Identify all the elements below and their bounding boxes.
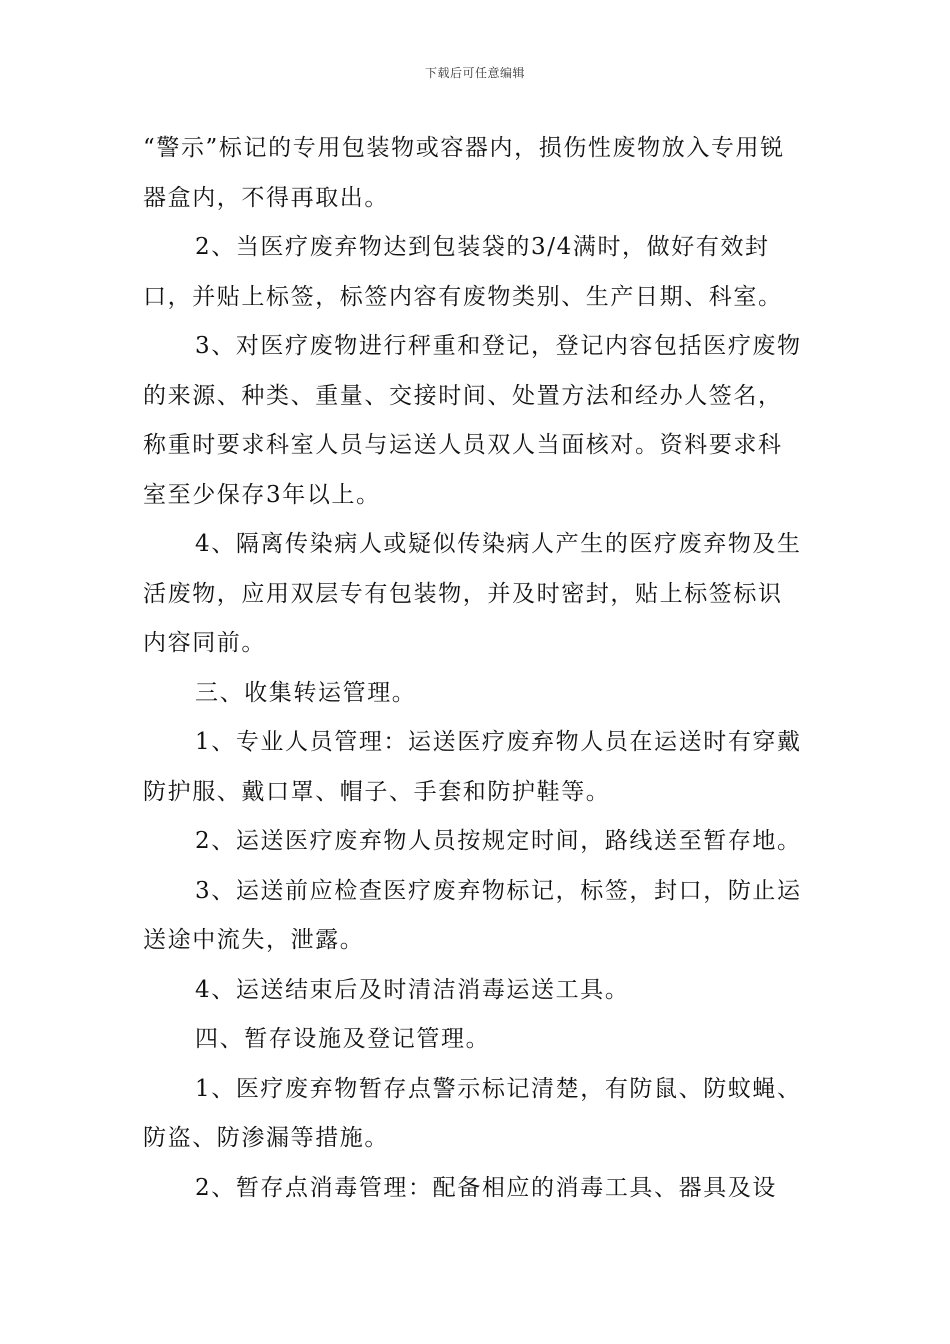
paragraph: 4、运送结束后及时清洁消毒运送工具。: [195, 976, 630, 1003]
section-heading: 三、收集转运管理。: [195, 679, 417, 706]
paragraph: “警示”标记的专用包装物或容器内，损伤性废物放入专用锐器盒内，不得再取出。: [143, 135, 785, 211]
paragraph: 4、隔离传染病人或疑似传染病人产生的医疗废弃物及生活废物，应用双层专有包装物，并及时密封，贴上标签标识内容同前。: [143, 531, 802, 656]
paragraph: 2、暂存点消毒管理：配备相应的消毒工具、器具及设: [195, 1174, 778, 1201]
paragraph: 3、对医疗废物进行秤重和登记，登记内容包括医疗废物的来源、种类、重量、交接时间、处置方法和经办人签名，称重时要求科室人员与运送人员双人当面核对。资料要求科室至少保存3年以上。: [143, 333, 802, 508]
document-body: [143, 124, 807, 1213]
paragraph: 1、专业人员管理：运送医疗废弃物人员在运送时有穿戴防护服、戴口罩、帽子、手套和防护鞋等。: [143, 729, 802, 805]
paragraph: 3、运送前应检查医疗废弃物标记，标签，封口，防止运送途中流失，泄露。: [143, 877, 802, 953]
paragraph: 2、当医疗废弃物达到包装袋的3/4满时，做好有效封口，并贴上标签，标签内容有废物类别、生产日期、科室。: [143, 234, 783, 310]
paragraph: 2、运送医疗废弃物人员按规定时间，路线送至暂存地。: [195, 828, 802, 854]
page-header-note: 下载后可任意编辑: [424, 66, 525, 80]
paragraph: 1、医疗废弃物暂存点警示标记清楚，有防鼠、防蚊蝇、防盗、防渗漏等措施。: [143, 1075, 802, 1151]
section-heading: 四、暂存设施及登记管理。: [195, 1026, 491, 1052]
